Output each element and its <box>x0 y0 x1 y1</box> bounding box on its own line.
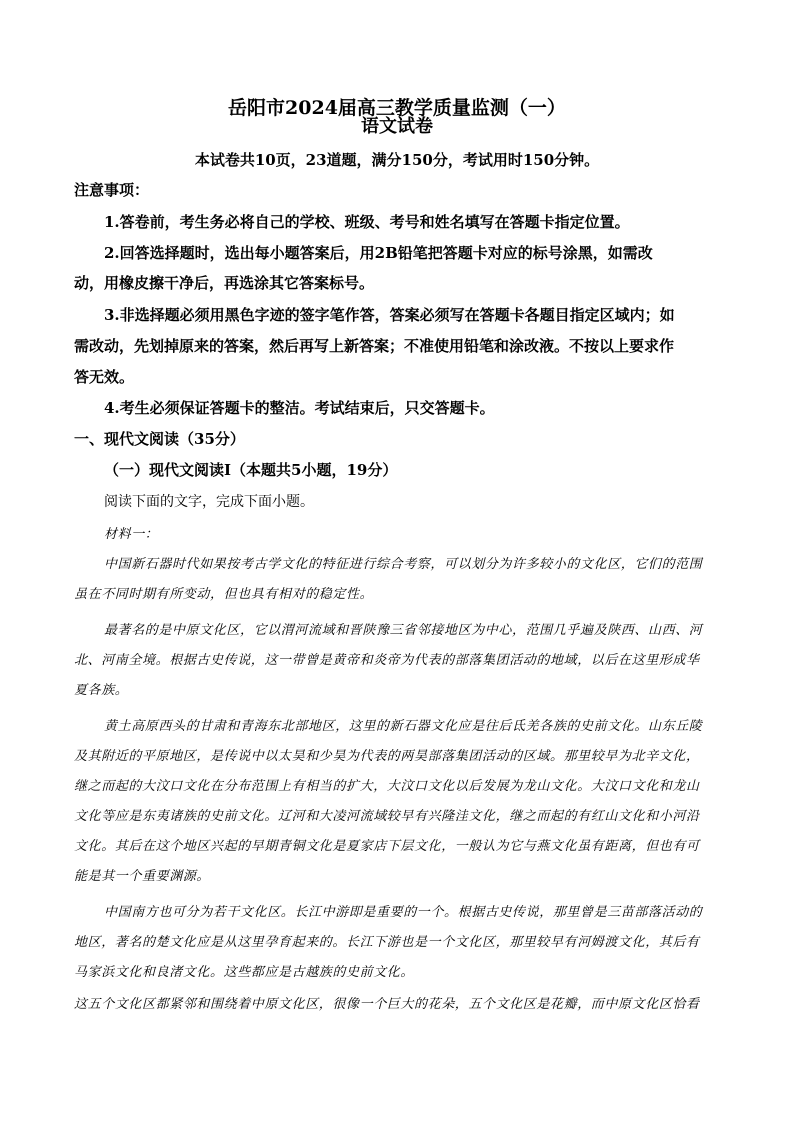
passage-line-6: 黄土高原西头的甘肃和青海东北部地区，这里的新石器文化应是往后氐羌各族的史前文化。山东丘陵 <box>104 719 703 734</box>
passage-line-11: 能是其一个重要渊源。 <box>74 869 211 884</box>
paper-subject-title: 语文试卷 <box>361 116 433 137</box>
passage-line-2: 虽在不同时期有所变动，但也具有相对的稳定性。 <box>74 587 374 602</box>
passage-line-15: 这五个文化区都紧邻和围绕着中原文化区，很像一个巨大的花朵，五个文化区是花瓣，而中原文化区恰看 <box>74 997 700 1012</box>
passage-line-9: 文化等应是东夷诸族的史前文化。辽河和大凌河流域较早有兴隆洼文化，继之而起的有红山文化和小河沿 <box>74 809 700 824</box>
exam-info: 本试卷共10页，23道题，满分150分，考试用时150分钟。 <box>194 151 600 169</box>
passage-line-1: 中国新石器时代如果按考古学文化的特征进行综合考察，可以划分为许多较小的文化区，它们的范围 <box>104 557 703 572</box>
material-label: 材料一： <box>104 527 159 542</box>
note-line-1: 1.答卷前，考生务必将自己的学校、班级、考号和姓名填写在答题卡指定位置。 <box>104 213 630 231</box>
note-line-6: 答无效。 <box>74 368 135 386</box>
section-heading: 一、现代文阅读（35分） <box>74 430 245 448</box>
passage-line-5: 夏各族。 <box>74 683 129 698</box>
reading-instruction: 阅读下面的文字，完成下面小题。 <box>104 494 314 510</box>
note-line-7: 4.考生必须保证答题卡的整洁。考试结束后，只交答题卡。 <box>104 399 495 417</box>
passage-line-10: 文化。其后在这个地区兴起的早期青铜文化是夏家店下层文化，一般认为它与燕文化虽有距离，但也有可 <box>74 839 700 854</box>
section-subheading: （一）现代文阅读Ⅰ（本题共5小题，19分） <box>104 461 398 479</box>
notes-heading: 注意事项： <box>74 181 150 199</box>
passage-line-8: 继之而起的大汶口文化在分布范围上有相当的扩大，大汶口文化以后发展为龙山文化。大汶口文化和龙山 <box>74 779 700 794</box>
passage-line-4: 北、河南全境。根据古史传说，这一带曾是黄帝和炎帝为代表的部落集团活动的地域，以后在这里形成华 <box>74 653 700 668</box>
note-line-3: 动，用橡皮擦干净后，再选涂其它答案标号。 <box>74 274 375 292</box>
note-line-5: 需改动，先划掉原来的答案，然后再写上新答案；不准使用铅笔和涂改液。不按以上要求作 <box>74 337 675 355</box>
passage-line-14: 马家浜文化和良渚文化。这些都应是古越族的史前文化。 <box>74 965 415 980</box>
passage-line-7: 及其附近的平原地区，是传说中以太昊和少昊为代表的两昊部落集团活动的区域。那里较早为北辛文化， <box>74 749 700 764</box>
note-line-4: 3.非选择题必须用黑色字迹的签字笔作答，答案必须写在答题卡各题目指定区域内；如 <box>104 306 675 324</box>
passage-line-3: 最著名的是中原文化区，它以渭河流域和晋陕豫三省邻接地区为中心，范围几乎遍及陕西、山西、河 <box>104 623 703 638</box>
passage-line-13: 地区，著名的楚文化应是从这里孕育起来的。长江下游也是一个文化区，那里较早有河姆渡文化，其后有 <box>74 935 700 950</box>
exam-title: 岳阳市2024届高三教学质量监测（一） <box>228 97 566 119</box>
note-line-2: 2.回答选择题时，选出每小题答案后，用2B铅笔把答题卡对应的标号涂黑，如需改 <box>104 244 653 262</box>
passage-line-12: 中国南方也可分为若干文化区。长江中游即是重要的一个。根据古史传说，那里曾是三苗部落活动的 <box>104 905 703 920</box>
